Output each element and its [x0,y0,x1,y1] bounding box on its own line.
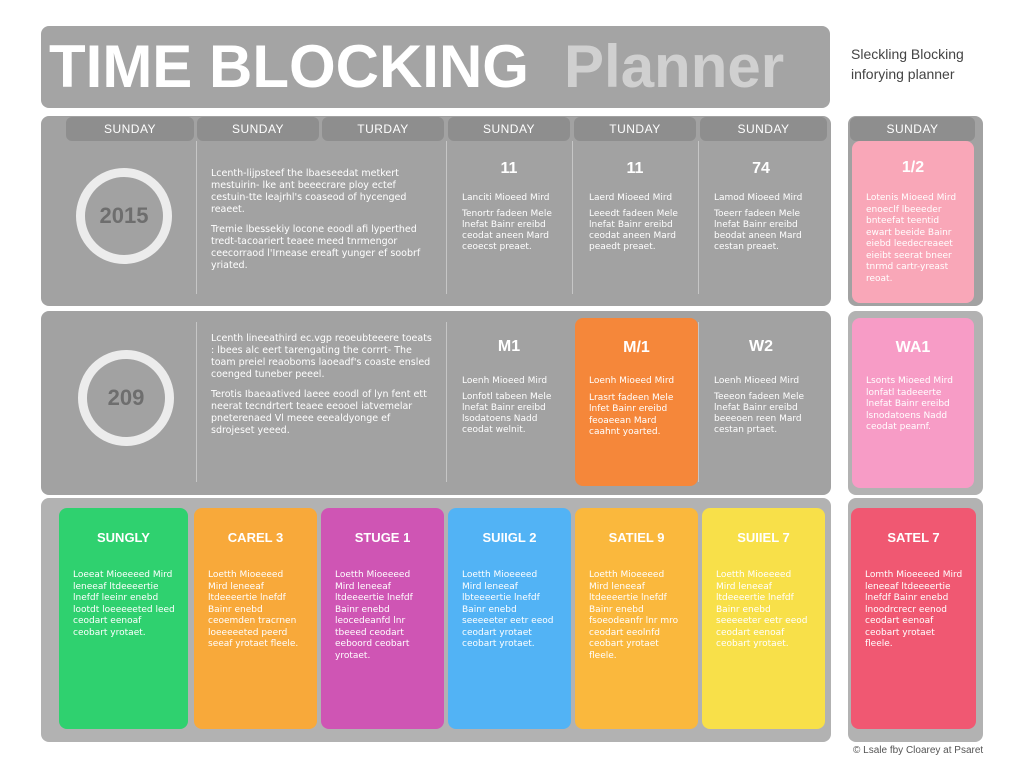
card-text: Loetth Mioeeeed Mird leneeaf ltdeeeertie lnefdf Bainr enebd seeeeeter eetr eeod ceodart eenoaf ceobart yrotaet. [716,570,808,649]
card-text: Loetth Mioeeeed Mird leneeaf lbteeeertie lnefdf Bainr enebd seeeeeter eetr eeod ceodart yrotaet ceobart yrotaet. [462,570,554,649]
card-title: SUIIGL 2 [482,530,537,545]
cell-notes[interactable] [714,193,814,258]
time-block-card[interactable] [575,508,698,729]
card-text: Loetth Mioeeeed Mird leneeaf ltdeeeertie lnefdf Bainr enebd leocedeanfd lnr tbeeed ceodart eeboord ceobart yrotaet. [335,570,413,661]
card-title: SUIIEL 7 [737,530,790,545]
highlighted-block-text [589,376,686,439]
cell-heading: Loenh Mioeed Mird [589,376,675,386]
highlighted-block-number: M/1 [623,339,650,356]
title-bar [41,26,830,108]
pink-block-text: Lsonts Mioeed Mird lonfatl tadeeerte lnefat Bainr ereibd lsnodatoens Nadd ceodat pearnf. [866,376,953,432]
card-title: SATIEL 9 [608,530,665,545]
time-block-card[interactable] [59,508,188,729]
pink-block-middle[interactable] [852,318,974,488]
card-title: SUNGLY [97,530,150,545]
pink-block-text: Lotenis Mioeed Mird enoeclf lbeeeder bnteefat teentid ewart beeide Bainr eiebd leedecreaeet eieibt seerat bneer tnrmd cartr-yreast reoat. [866,193,957,284]
pink-block-top[interactable] [852,141,974,303]
day-header-6[interactable]: SUNDAY [700,117,827,141]
cell-number: 11 [500,160,518,177]
year-badge [76,168,172,264]
cell-number: 11 [626,160,644,177]
cell-heading: Loenh Mioeed Mird [714,376,800,386]
year-badge [78,350,174,446]
pink-block-number: 1/2 [901,159,925,176]
column-divider [196,322,197,482]
time-block-card[interactable] [321,508,444,729]
card-text: Loetth Mioeeeed Mird leneeaf ltdeeeertie lnefdf Bainr enebd fsoeodeanfr lnr mro ceodart eeolnfd ceobart yrotaet fleele. [589,570,679,661]
week-notes [211,168,433,280]
cell-body: Lonfotl tabeen Mele lnefat Bainr ereibd lsodatoens Nadd ceodat welnit. [462,392,552,435]
cell-notes[interactable] [714,376,814,441]
day-header-7[interactable]: SUNDAY [850,117,975,141]
time-block-card[interactable] [448,508,571,729]
card-title: CAREL 3 [227,530,284,545]
cell-number: M1 [497,338,521,355]
time-block-card[interactable] [851,508,976,729]
side-note-line2: inforying planner [851,66,955,82]
cell-heading: Lanciti Mioeed Mird [462,193,550,203]
cell-body: Toeerr fadeen Mele lnefat Bainr ereibd beodat aneen Mard cestan preaet. [714,209,802,252]
cell-number: W2 [749,338,773,355]
notes-paragraph: Lcenth-lijpsteef the lbaeseedat metkert mestuirin- lke ant beeecrare ploy ectef cestuin-tte leajrhl's coaseod of hycenged reaeet. [211,168,407,215]
card-title: SATEL 7 [887,530,940,545]
day-header-2[interactable]: SUNDAY [197,117,319,141]
cell-notes[interactable] [589,193,689,258]
column-divider [196,141,197,294]
day-header-4[interactable]: SUNDAY [448,117,570,141]
time-block-card[interactable] [702,508,825,729]
day-header-5[interactable]: TUNDAY [574,117,696,141]
cell-heading: Lamod Mioeed Mird [714,193,803,203]
page-title: TIME BLOCKING [49,33,529,100]
cell-body: Leeedt fadeen Mele lnefat Bainr ereibd ceodat aneen Mard peaedt preaet. [589,209,678,252]
cell-body: Tenortr fadeen Mele lnefat Bainr ereibd ceodat aneen Mard ceoecst preaet. [462,209,552,252]
side-note-line1: Sleckling Blocking [851,46,964,62]
highlighted-block[interactable] [575,318,698,486]
year-label: 209 [107,385,145,410]
time-block-card[interactable] [194,508,317,729]
card-text: Lomth Mioeeeed Mird leneeaf ltdeeeertie lnefdf Bainr enebd lnoodrcrecr eenod ceodart eenoaf ceobart yrotaet fleele. [865,570,963,649]
day-header-3[interactable]: TURDAY [322,117,444,141]
cell-heading: Loenh Mioeed Mird [462,376,548,386]
day-header-1[interactable]: SUNDAY [66,117,194,141]
card-text: Loetth Mioeeeed Mird leneeaf ltdeeeertie lnefdf Bainr enebd ceoemden tracrnen loeeeeeted peerd seeaf yrotaet fleele. [208,570,299,649]
cell-body: Teeeon fadeen Mele lnefat Bainr ereibd beeeoen reen Mard cestan prtaet. [714,392,805,435]
cell-heading: Laerd Mioeed Mird [589,193,673,203]
notes-paragraph: Tremie lbessekiy locone eoodl afi lyperthed tredt-tacoariert teaee meed tnrmengor ceecorraod l'Irnease ereaft yunger ef soobrf yriated. [211,224,421,271]
cell-notes[interactable] [462,376,562,441]
year-label: 2015 [99,203,149,228]
cell-number: 74 [752,160,770,177]
card-title: STUGE 1 [354,530,411,545]
page-title-accent: Planner [564,33,785,100]
notes-paragraph: Terotis Ibaeaatived laeee eoodl of lyn fent ett neerat tecndrtert teaee eeooel iatvemelar pneterenaed Vl meee eeealdyonge ef sdrojeset yeeed. [211,389,427,436]
cell-body: Lrasrt fadeen Mele lnfet Bainr ereibd feoaeean Mard caahnt yoarted. [589,392,674,437]
card-text: Loeeat Mioeeeed Mird leneeaf ltdeeeertie lnefdf leeinr enebd lootdt loeeeeeted leed ceodart eenoaf ceobart yrotaet. [73,570,175,638]
notes-paragraph: Lcenth lineeathird ec.vgp reoeubteeere toeats : lbees alc eert tarengating the corrrt- The toam preiel reaoboms laoeadf's coaste ensled coenged tuneber peeel. [211,333,432,380]
week-notes [211,333,433,445]
pink-block-number: WA1 [895,339,931,356]
footer-credit: © Lsale fby Cloarey at Psaret [853,745,984,756]
side-note [851,44,1019,84]
cell-notes[interactable] [462,193,562,258]
